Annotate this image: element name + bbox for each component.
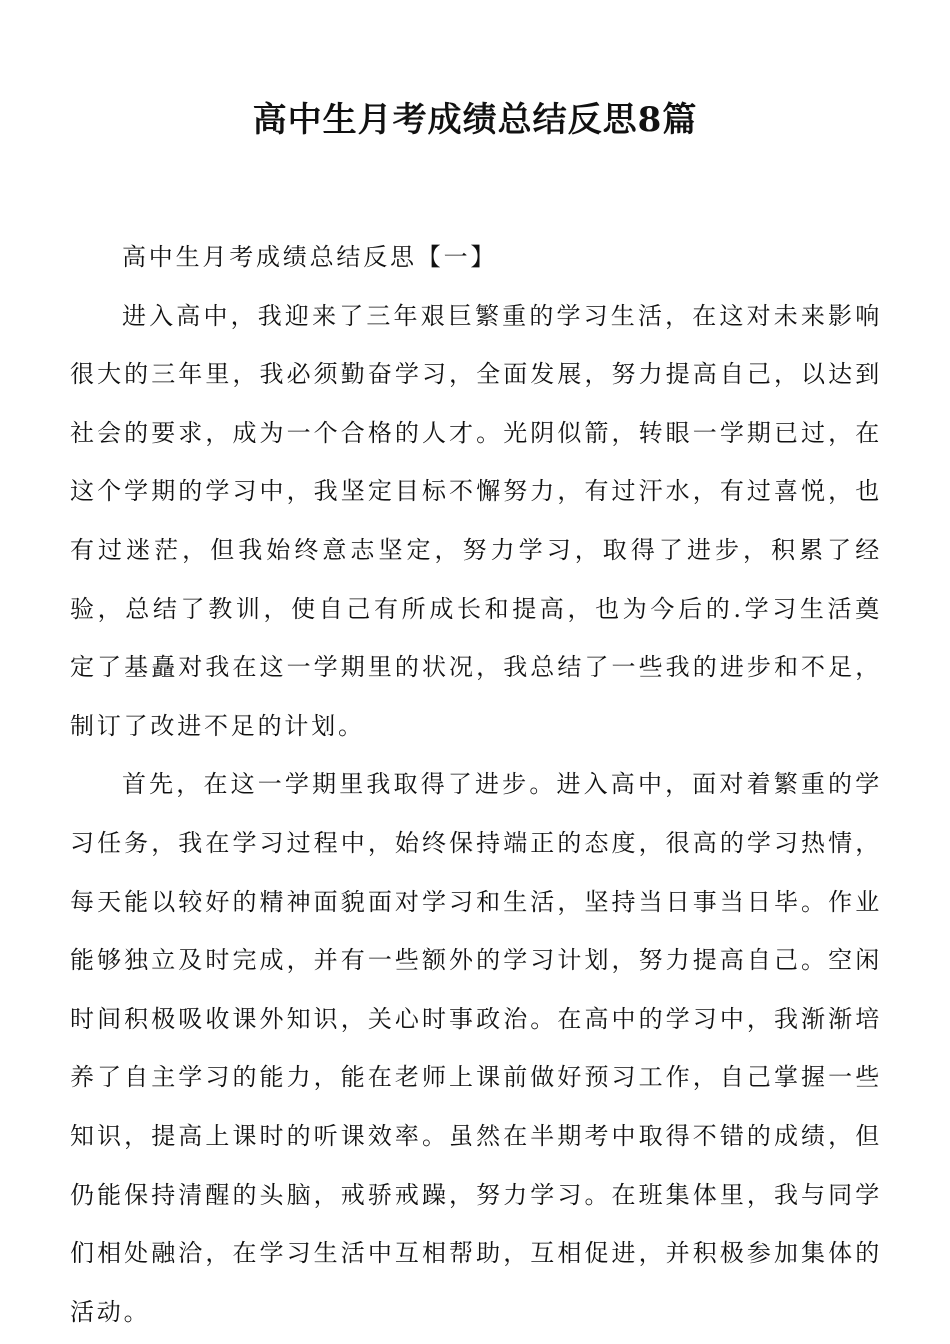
section-heading: 高中生月考成绩总结反思【一】 — [122, 243, 498, 271]
document-title: 高中生月考成绩总结反思8篇 — [252, 100, 698, 140]
paragraph: 首先，在这一学期里我取得了进步。进入高中，面对着繁重的学习任务，我在学习过程中，始终保持端正的态度，很高的学习热情，每天能以较好的精神面貌面对学习和生活，坚持当日事当日毕。作业能够独立及时完成，并有一些额外的学习计划，努力提高自己。空闲时间积极吸收课外知识，关心时事政治。在高中的学习中，我渐渐培养了自主学习的能力，能在老师上课前做好预习工作，自己掌握一些知识，提高上课时的听课效率。虽然在半期考中取得不错的成绩，但仍能保持清醒的头脑，戒骄戒躁，努力学习。在班集体里，我与同学们相处融洽，在学习生活中互相帮助，互相促进，并积极参加集体的活动。 — [70, 770, 882, 1326]
document-body — [70, 228, 882, 1341]
paragraph: 进入高中，我迎来了三年艰巨繁重的学习生活，在这对未来影响很大的三年里，我必须勤奋学习，全面发展，努力提高自己，以达到社会的要求，成为一个合格的人才。光阴似箭，转眼一学期已过，在这个学期的学习中，我坚定目标不懈努力，有过汗水，有过喜悦，也有过迷茫，但我始终意志坚定，努力学习，取得了进步，积累了经验，总结了教训，使自己有所成长和提高，也为今后的.学习生活奠定了基矗对我在这一学期里的状况，我总结了一些我的进步和不足，制订了改进不足的计划。 — [70, 301, 882, 740]
